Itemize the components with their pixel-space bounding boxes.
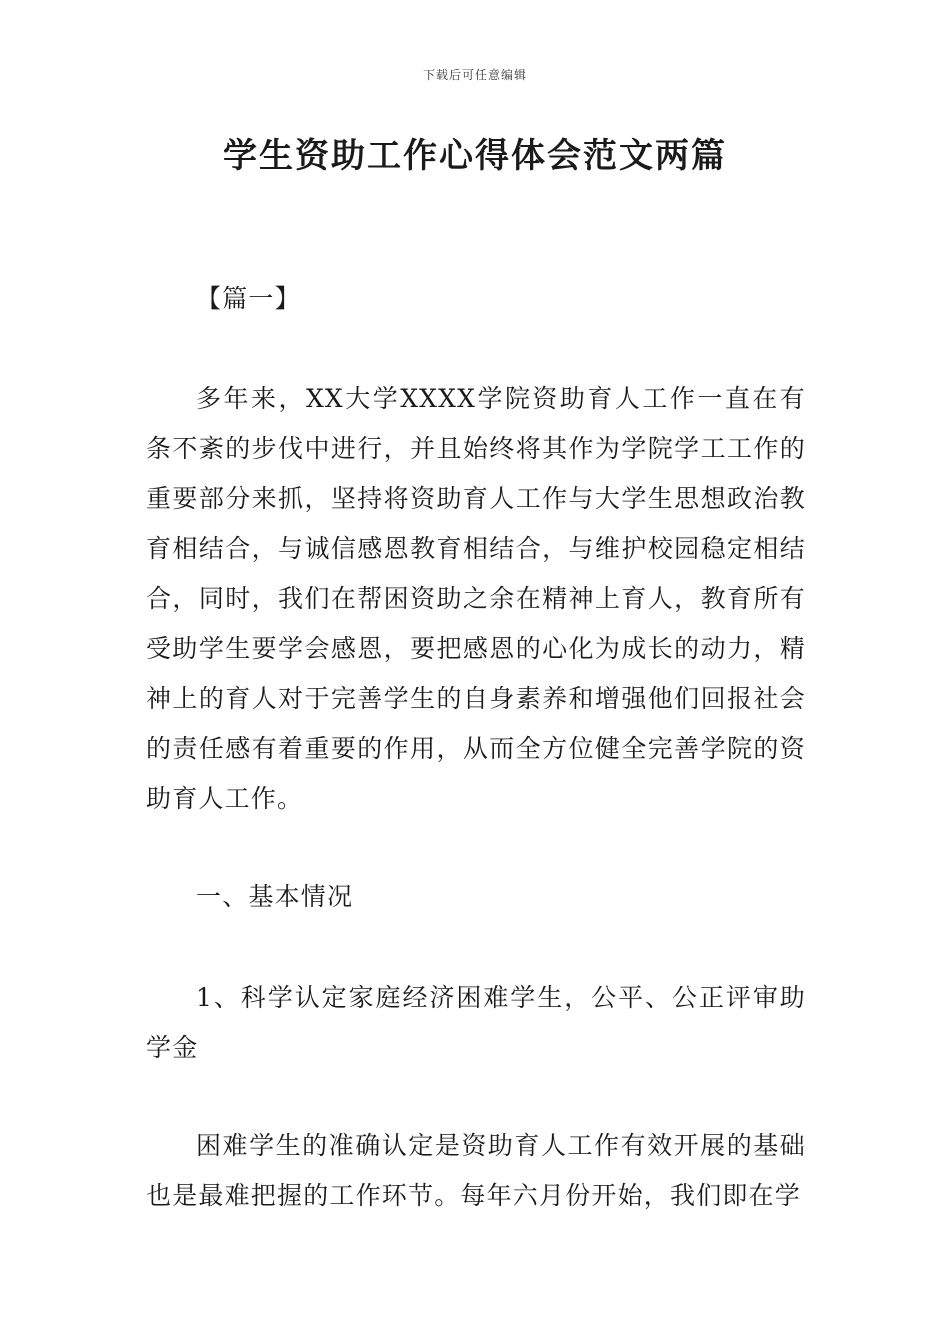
- header-note: 下载后可任意编辑: [422, 68, 527, 82]
- paragraph-intro: 多年来，XX大学XXXX学院资助育人工作一直在有条不紊的步伐中进行，并且始终将其作为学院学工工作的重要部分来抓，坚持将资助育人工作与大学生思想政治教育相结合，与诚信感恩教育相结合，与维护校园稳定相结合，同时，我们在帮困资助之余在精神上育人，教育所有受助学生要学会感恩，要把感恩的心化为成长的动力，精神上的育人对于完善学生的自身素养和增强他们回报社会的责任感有着重要的作用，从而全方位健全完善学院的资助育人工作。: [146, 384, 806, 813]
- section-heading: 一、基本情况: [196, 882, 354, 911]
- paragraph-body: 困难学生的准确认定是资助育人工作有效开展的基础也是最难把握的工作环节。每年六月份开始，我们即在学: [146, 1131, 806, 1210]
- subsection-heading: 1、科学认定家庭经济困难学生，公平、公正评审助学金: [146, 983, 806, 1062]
- section-marker: 【篇一】: [196, 284, 301, 313]
- document-title: 学生资助工作心得体会范文两篇: [223, 136, 727, 176]
